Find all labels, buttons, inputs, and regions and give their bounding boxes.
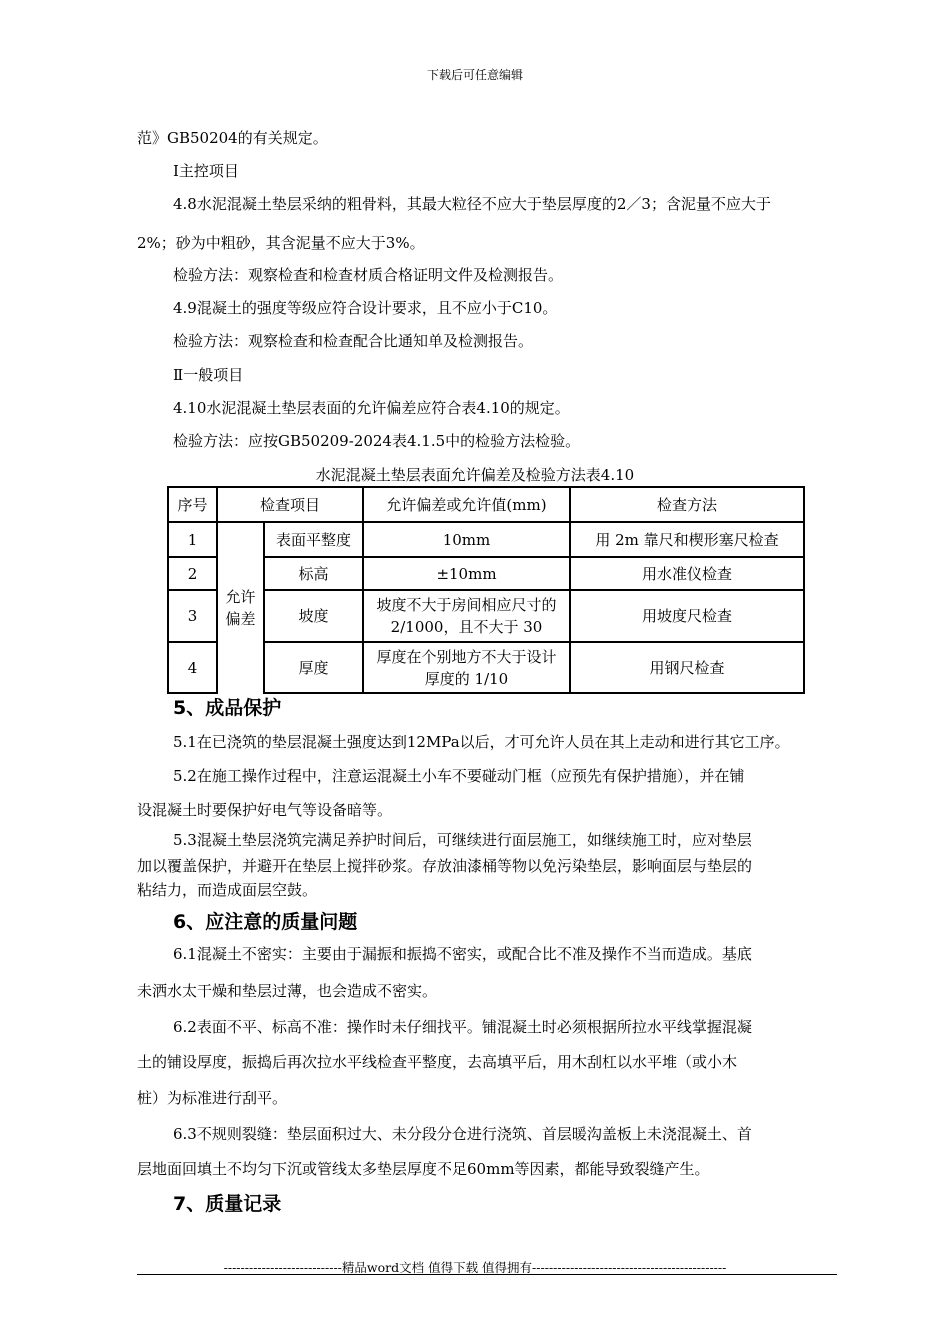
group-label: 允许 — [225, 588, 256, 606]
check-item: 标高 — [264, 557, 363, 590]
text-line: 桩）为标准进行刮平。 — [137, 1089, 288, 1107]
tolerance-table — [167, 486, 805, 694]
table-row — [168, 590, 804, 642]
header-cell: 序号 — [168, 487, 217, 522]
check-item: 表面平整度 — [264, 522, 363, 557]
text-line: 5.2在施工操作过程中，注意运混凝土小车不要碰动门框（应预先有保护措施），并在铺 — [173, 767, 745, 785]
text-line: 粘结力，而造成面层空鼓。 — [137, 881, 318, 899]
group-label: 偏差 — [225, 610, 256, 628]
text-line: 2%；砂为中粗砂，其含泥量不应大于3%。 — [137, 234, 425, 252]
section-heading: 6、应注意的质量问题 — [173, 911, 358, 933]
header-cell: 允许偏差或允许值(mm) — [363, 487, 570, 522]
text-line: 6.2表面不平、标高不准：操作时未仔细找平。铺混凝土时必须根据所拉水平线掌握混凝 — [173, 1018, 752, 1036]
text-line: 6.1混凝土不密实：主要由于漏振和振捣不密实，或配合比不准及操作不当而造成。基底 — [173, 945, 752, 963]
check-item: 厚度 — [264, 642, 363, 693]
row-number: 4 — [168, 642, 217, 693]
section-heading: 7、质量记录 — [173, 1193, 282, 1215]
header-cell: 检查项目 — [217, 487, 363, 522]
check-item: 坡度 — [264, 590, 363, 642]
table-row — [168, 522, 804, 557]
header-cell: 检查方法 — [570, 487, 804, 522]
text-line: 4.8水泥混凝土垫层采纳的粗骨料，其最大粒径不应大于垫层厚度的2／3；含泥量不应大于 — [173, 195, 771, 213]
text-line: 土的铺设厚度，振捣后再次拉水平线检查平整度，去高填平后，用木刮杠以水平堆（或小木 — [137, 1053, 738, 1071]
text-line: 设混凝土时要保护好电气等设备暗等。 — [137, 801, 393, 819]
text-line: 未洒水太干燥和垫层过薄，也会造成不密实。 — [137, 982, 438, 1000]
tolerance-value: 10mm — [363, 522, 570, 557]
row-number: 1 — [168, 522, 217, 557]
footer-rule — [137, 1274, 837, 1275]
subsection-heading: Ⅰ主控项目 — [173, 162, 239, 180]
text-line: 加以覆盖保护，并避开在垫层上搅拌砂浆。存放油漆桶等物以免污染垫层，影响面层与垫层的 — [137, 857, 753, 875]
table-row — [168, 557, 804, 590]
page-header: 下载后可任意编辑 — [426, 68, 523, 82]
check-method: 用水准仪检查 — [570, 557, 804, 590]
text-line: 检验方法：观察检查和检查材质合格证明文件及检测报告。 — [173, 266, 564, 284]
table-header-row — [168, 487, 804, 522]
text-line: 5.1在已浇筑的垫层混凝土强度达到12MPa以后，才可允许人员在其上走动和进行其它工序。 — [173, 733, 790, 751]
subsection-heading: Ⅱ一般项目 — [173, 366, 244, 384]
text-line: 4.10水泥混凝土垫层表面的允许偏差应符合表4.10的规定。 — [173, 399, 570, 417]
row-number: 2 — [168, 557, 217, 590]
tolerance-value: ±10mm — [363, 557, 570, 590]
page-footer: ----------------------------精品word文档 值得下载 值得拥有---------------------------------------------- — [223, 1260, 727, 1275]
section-heading: 5、成品保护 — [173, 697, 282, 719]
table-row — [168, 642, 804, 693]
text-line: 检验方法：观察检查和检查配合比通知单及检测报告。 — [173, 332, 534, 350]
text-line: 检验方法：应按GB50209-2024表4.1.5中的检验方法检验。 — [173, 432, 581, 450]
text-line: 范》GB50204的有关规定。 — [137, 129, 328, 147]
text-line: 5.3混凝土垫层浇筑完满足养护时间后，可继续进行面层施工，如继续施工时，应对垫层 — [173, 831, 752, 849]
check-method: 用坡度尺检查 — [570, 590, 804, 642]
check-method: 用钢尺检查 — [570, 642, 804, 693]
tolerance-value: 厚度在个别地方不大于设计 厚度的 1/10 — [363, 642, 570, 693]
text-line: 6.3不规则裂缝：垫层面积过大、未分段分仓进行浇筑、首层暖沟盖板上未浇混凝土、首 — [173, 1125, 752, 1143]
text-line: 4.9混凝土的强度等级应符合设计要求，且不应小于C10。 — [173, 299, 558, 317]
text-line: 层地面回填土不均匀下沉或管线太多垫层厚度不足60mm等因素，都能导致裂缝产生。 — [137, 1160, 710, 1178]
table-caption: 水泥混凝土垫层表面允许偏差及检验方法表4.10 — [315, 466, 635, 484]
tolerance-value: 坡度不大于房间相应尺寸的 2/1000，且不大于 30 — [363, 590, 570, 642]
check-method: 用 2m 靠尺和楔形塞尺检查 — [570, 522, 804, 557]
row-number: 3 — [168, 590, 217, 642]
group-label-cell — [217, 522, 264, 693]
